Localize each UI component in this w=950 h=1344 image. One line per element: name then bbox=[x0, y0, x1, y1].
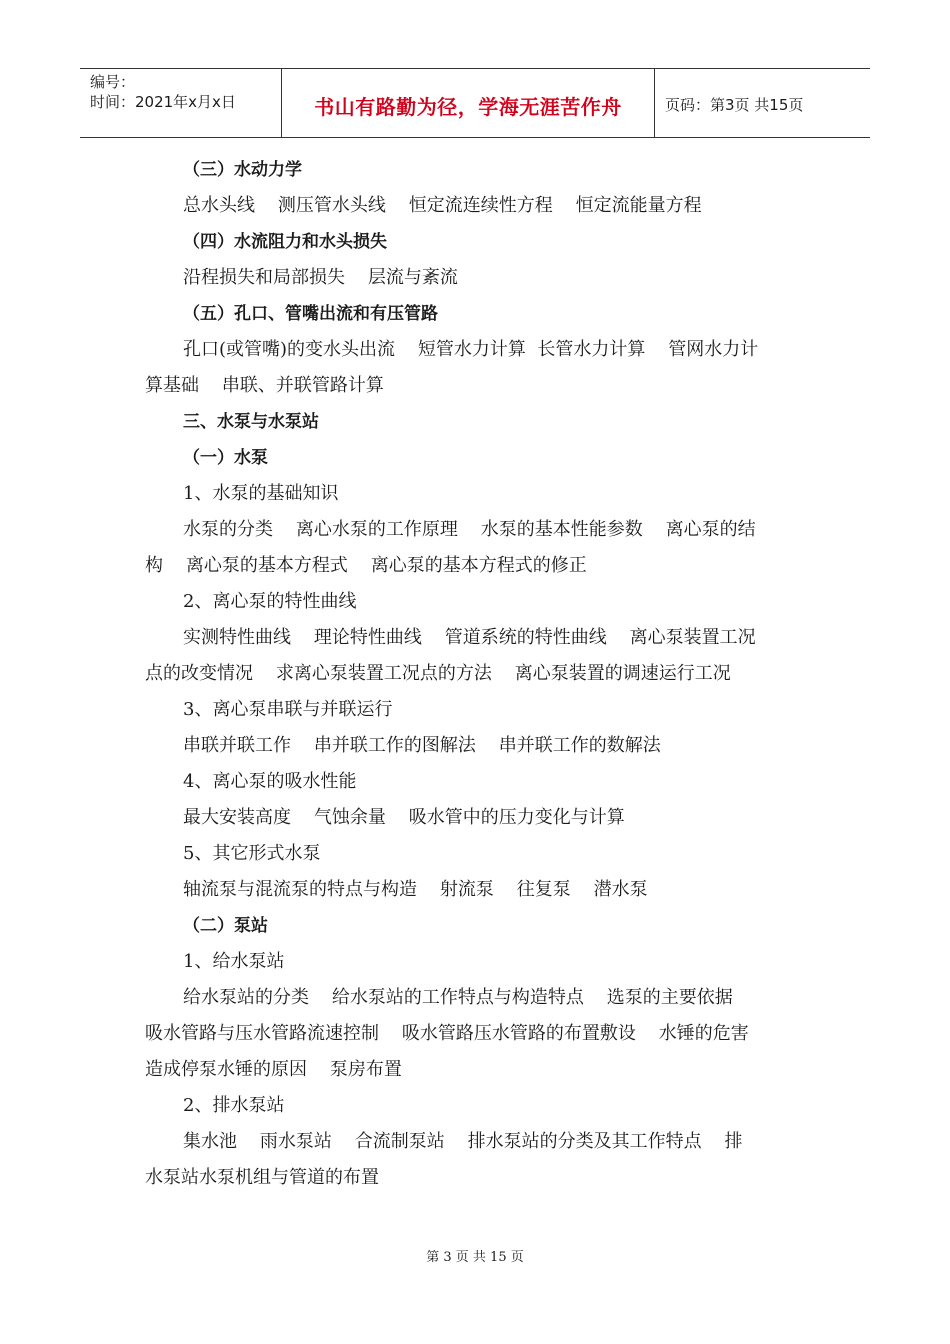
section-heading: （五）孔口、管嘴出流和有压管路 bbox=[183, 304, 438, 324]
body-line: 构 离心泵的基本方程式 离心泵的基本方程式的修正 bbox=[145, 555, 587, 576]
body-line: 3、离心泵串联与并联运行 bbox=[183, 699, 393, 720]
section-heading: （四）水流阻力和水头损失 bbox=[183, 232, 387, 252]
body-line: 吸水管路与压水管路流速控制 吸水管路压水管路的布置敷设 水锤的危害 bbox=[145, 1023, 749, 1044]
body-line: 1、给水泵站 bbox=[183, 951, 285, 972]
document-body bbox=[145, 152, 805, 1196]
body-line: 点的改变情况 求离心泵装置工况点的方法 离心泵装置的调速运行工况 bbox=[145, 663, 731, 684]
body-line: 算基础 串联、并联管路计算 bbox=[145, 375, 384, 396]
number-label: 编号： bbox=[90, 73, 136, 91]
body-line: 5、其它形式水泵 bbox=[183, 843, 321, 864]
section-heading: （三）水动力学 bbox=[183, 160, 302, 180]
body-line: 2、离心泵的特性曲线 bbox=[183, 591, 357, 612]
body-line: 2、排水泵站 bbox=[183, 1095, 285, 1116]
body-line: 集水池 雨水泵站 合流制泵站 排水泵站的分类及其工作特点 排 bbox=[183, 1131, 743, 1152]
header-page-cell bbox=[655, 69, 870, 137]
body-line: 水泵站水泵机组与管道的布置 bbox=[145, 1167, 379, 1188]
page-header bbox=[80, 68, 870, 138]
body-line: 造成停泵水锤的原因 泵房布置 bbox=[145, 1059, 402, 1080]
body-line: 最大安装高度 气蚀余量 吸水管中的压力变化与计算 bbox=[183, 807, 625, 828]
body-line: 总水头线 测压管水头线 恒定流连续性方程 恒定流能量方程 bbox=[183, 195, 702, 216]
body-line: 沿程损失和局部损失 层流与紊流 bbox=[183, 267, 458, 288]
section-heading: 三、水泵与水泵站 bbox=[183, 412, 319, 432]
body-line: 1、水泵的基础知识 bbox=[183, 483, 339, 504]
body-line: 孔口(或管嘴)的变水头出流 短管水力计算 长管水力计算 管网水力计 bbox=[183, 339, 759, 360]
body-line: 轴流泵与混流泵的特点与构造 射流泵 往复泵 潜水泵 bbox=[183, 879, 648, 900]
section-heading: （二）泵站 bbox=[183, 916, 268, 936]
motto-text: 书山有路勤为径，学海无涯苦作舟 bbox=[314, 95, 622, 119]
header-meta bbox=[80, 69, 282, 137]
time-label: 时间：2021年x月x日 bbox=[90, 93, 236, 111]
body-line: 实测特性曲线 理论特性曲线 管道系统的特性曲线 离心泵装置工况 bbox=[183, 627, 756, 648]
body-line: 给水泵站的分类 给水泵站的工作特点与构造特点 选泵的主要依据 bbox=[183, 987, 733, 1008]
page-footer: 第 3 页 共 15 页 bbox=[426, 1250, 524, 1265]
header-motto-cell bbox=[282, 69, 655, 137]
page-number-label: 页码：第3页 共15页 bbox=[665, 96, 804, 114]
section-heading: （一）水泵 bbox=[183, 448, 268, 468]
body-line: 串联并联工作 串并联工作的图解法 串并联工作的数解法 bbox=[183, 735, 661, 756]
body-line: 4、离心泵的吸水性能 bbox=[183, 771, 357, 792]
body-line: 水泵的分类 离心水泵的工作原理 水泵的基本性能参数 离心泵的结 bbox=[183, 519, 756, 540]
